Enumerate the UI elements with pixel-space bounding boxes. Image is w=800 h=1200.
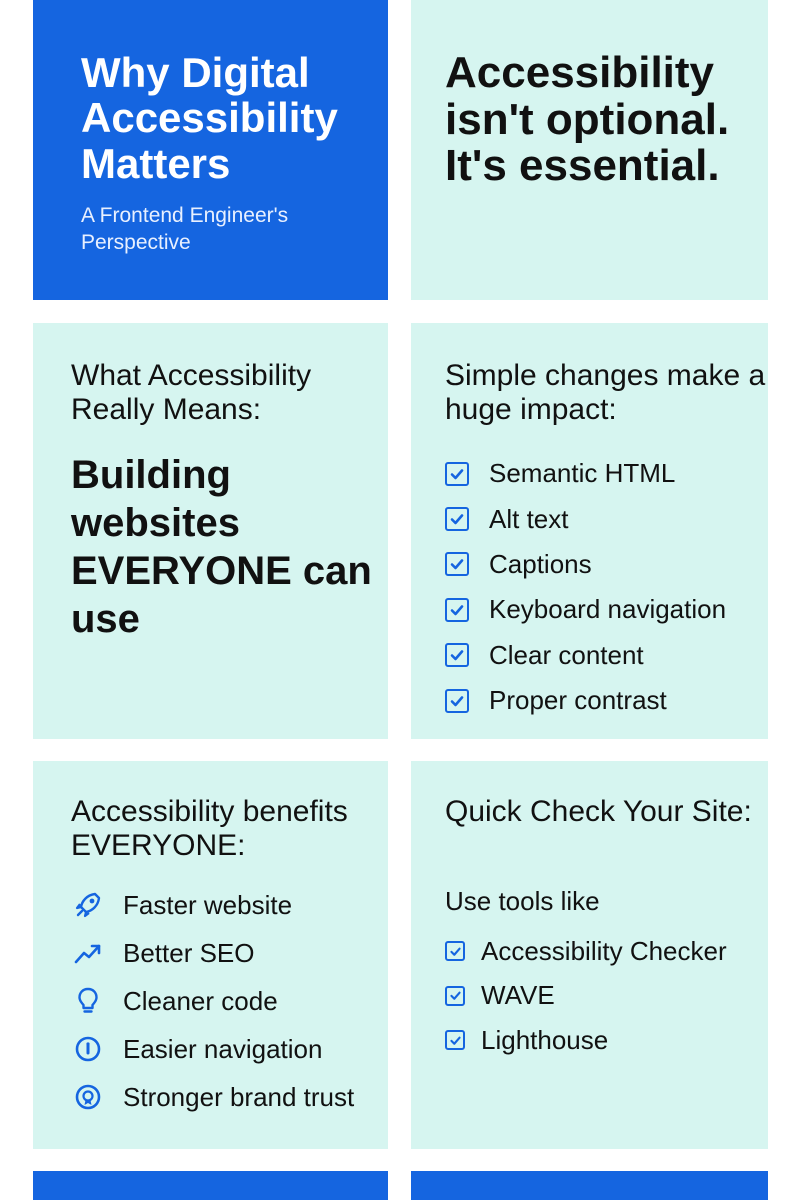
checklist-item <box>445 451 726 496</box>
lightbulb-icon <box>71 984 105 1018</box>
tool-item <box>445 974 727 1019</box>
compass-icon <box>71 1032 105 1066</box>
hero-subtitle: A Frontend Engineer's Perspective <box>81 204 289 255</box>
checklist-label: Clear content <box>489 639 644 670</box>
benefit-item <box>71 977 354 1025</box>
what-statement: Building websites EVERYONE can use <box>71 453 372 641</box>
checklist-item <box>445 587 726 632</box>
next-card-right <box>411 1171 768 1200</box>
benefits-heading: Accessibility benefits EVERYONE: <box>71 795 348 862</box>
benefit-label: Easier navigation <box>123 1033 323 1064</box>
trend-up-icon <box>71 936 105 970</box>
checkbox-icon <box>445 552 469 576</box>
checklist-label: Keyboard navigation <box>489 594 727 625</box>
what-card <box>33 323 388 739</box>
checkbox-icon <box>445 598 469 622</box>
checklist-item <box>445 633 726 678</box>
checklist-label: Alt text <box>489 503 569 534</box>
benefit-label: Cleaner code <box>123 985 278 1016</box>
benefit-item <box>71 929 354 977</box>
what-heading: What Accessibility Really Means: <box>71 359 312 426</box>
checkbox-icon <box>445 689 469 713</box>
benefits-card <box>33 761 388 1149</box>
rocket-icon <box>71 888 105 922</box>
benefits-list <box>71 881 354 1121</box>
tools-list <box>445 929 727 1063</box>
next-card-left <box>33 1171 388 1200</box>
simple-checklist <box>445 451 726 723</box>
badge-icon <box>71 1080 105 1114</box>
quick-check-card <box>411 761 768 1149</box>
tool-label: WAVE <box>481 980 555 1011</box>
tool-label: Accessibility Checker <box>481 935 727 966</box>
benefit-item <box>71 881 354 929</box>
checkbox-icon <box>445 643 469 667</box>
checkbox-icon <box>445 1030 465 1050</box>
tool-item <box>445 1018 727 1063</box>
tagline-card <box>411 0 768 300</box>
benefit-label: Better SEO <box>123 937 255 968</box>
simple-heading: Simple changes make a huge impact: <box>445 359 766 426</box>
checklist-label: Captions <box>489 548 592 579</box>
checklist-item <box>445 678 726 723</box>
checklist-item <box>445 496 726 541</box>
quick-intro: Use tools like <box>445 886 600 916</box>
tagline-text: Accessibility isn't optional. It's essential. <box>445 48 730 191</box>
benefit-item <box>71 1025 354 1073</box>
benefit-label: Stronger brand trust <box>123 1081 355 1112</box>
checkbox-icon <box>445 462 469 486</box>
simple-changes-card <box>411 323 768 739</box>
quick-heading: Quick Check Your Site: <box>445 795 752 828</box>
checkbox-icon <box>445 507 469 531</box>
checklist-item <box>445 542 726 587</box>
hero-title: Why Digital Accessibility Matters <box>81 49 338 187</box>
checklist-label: Proper contrast <box>489 685 667 716</box>
checkbox-icon <box>445 941 465 961</box>
benefit-item <box>71 1073 354 1121</box>
checkbox-icon <box>445 986 465 1006</box>
benefit-label: Faster website <box>123 889 293 920</box>
checklist-label: Semantic HTML <box>489 458 676 489</box>
hero-card <box>33 0 388 300</box>
tool-label: Lighthouse <box>481 1024 609 1055</box>
tool-item <box>445 929 727 974</box>
